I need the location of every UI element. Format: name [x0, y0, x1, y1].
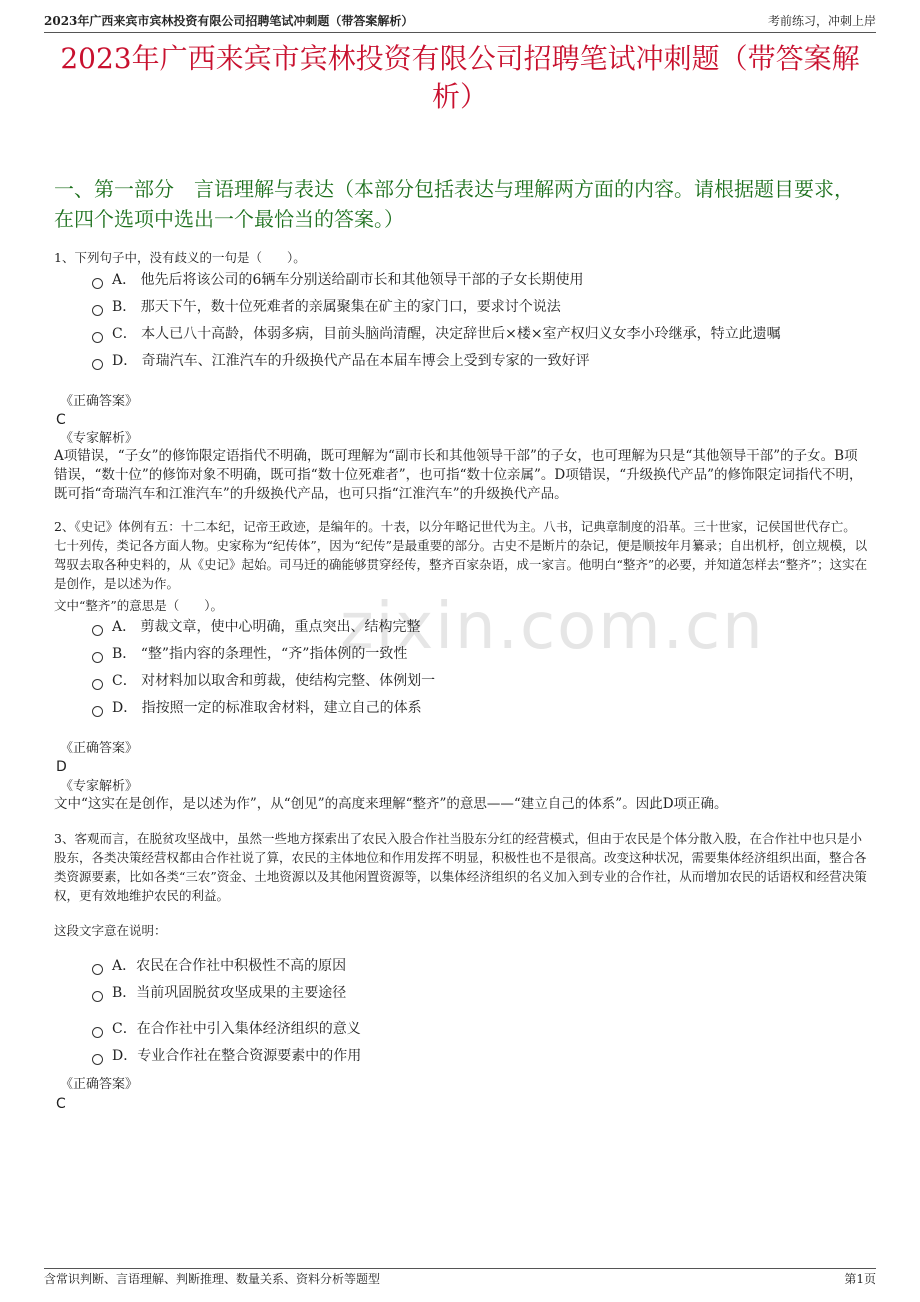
- radio-icon[interactable]: [92, 278, 103, 289]
- option-text: D．专业合作社在整合资源要素中的作用: [112, 1048, 362, 1064]
- page-header: [44, 10, 876, 33]
- q2-analysis: 文中“这实在是创作，是以述为作”，从“创见”的高度来理解“整齐”的意思——“建立自己的体系”。因此D项正确。: [54, 796, 728, 812]
- header-slogan: 考前练习，冲刺上岸: [767, 14, 876, 28]
- radio-icon[interactable]: [92, 964, 103, 975]
- q2-stem: 2、《史记》体例有五：十二本纪，记帝王政迹，是编年的。十表，以分年略记世代为主。八书，记典章制度的沿革。三十世家，记侯国世代存亡。七十列传，类记各方面人物。史家称为“纪传体”，因为“纪传”是最重要的部分。古史不是断片的杂记，便是顺按年月纂录；自出机杼，创立规模，以驾驭去取各种史料的，从《史记》起始。司马迁的确能够贯穿经传，整齐百家杂语，成一家言。他明白“整齐”的必要，并知道怎样去“整齐”；这实在是创作，是以述为作。: [54, 519, 868, 591]
- q1-stem: 1、下列句子中，没有歧义的一句是（ ）。: [54, 250, 306, 265]
- q1-option-a[interactable]: [92, 270, 880, 290]
- q1-option-b[interactable]: [92, 297, 880, 317]
- q2-analysis-label: 《专家解析》: [60, 779, 139, 794]
- option-text: A．农民在合作社中积极性不高的原因: [112, 958, 347, 974]
- option-text: C． 对材料加以取舍和剪裁，使结构完整、体例划一: [112, 673, 436, 689]
- q1-answer-label: 《正确答案》: [60, 394, 139, 409]
- page-number: 第1页: [844, 1272, 876, 1286]
- header-doc-title: 2023年广西来宾市宾林投资有限公司招聘笔试冲刺题（带答案解析）: [44, 14, 414, 28]
- q3-option-c[interactable]: [92, 1019, 880, 1039]
- option-text: B．当前巩固脱贫攻坚成果的主要途径: [112, 985, 347, 1001]
- page-footer: [44, 1268, 876, 1289]
- document-title: 2023年广西来宾市宾林投资有限公司招聘笔试冲刺题（带答案解析）: [60, 42, 860, 113]
- radio-icon[interactable]: [92, 1054, 103, 1065]
- q3-question: 这段文字意在说明：: [54, 923, 167, 938]
- radio-icon[interactable]: [92, 652, 103, 663]
- q2-option-b[interactable]: [92, 644, 880, 664]
- radio-icon[interactable]: [92, 305, 103, 316]
- option-text: D． 奇瑞汽车、江淮汽车的升级换代产品在本届车博会上受到专家的一致好评: [112, 353, 590, 369]
- q3-answer: C: [56, 1096, 66, 1112]
- option-text: C． 本人已八十高龄，体弱多病，目前头脑尚清醒，决定辞世后×楼×室产权归义女李小玲继承，特立此遗嘱: [112, 326, 781, 342]
- q2-answer-label: 《正确答案》: [60, 741, 139, 756]
- q1-analysis-label: 《专家解析》: [60, 431, 139, 446]
- q3-option-d[interactable]: [92, 1046, 880, 1066]
- footer-topics: 含常识判断、言语理解、判断推理、数量关系、资料分析等题型: [44, 1272, 381, 1286]
- radio-icon[interactable]: [92, 991, 103, 1002]
- section-heading: 一、第一部分 言语理解与表达（本部分包括表达与理解两方面的内容。请根据题目要求，在四个选项中选出一个最恰当的答案。）: [54, 177, 854, 231]
- q1-option-c[interactable]: [92, 324, 880, 344]
- q2-option-d[interactable]: [92, 698, 880, 718]
- option-text: A． 他先后将该公司的6辆车分别送给副市长和其他领导干部的子女长期使用: [112, 272, 584, 288]
- radio-icon[interactable]: [92, 625, 103, 636]
- q3-answer-label: 《正确答案》: [60, 1077, 139, 1092]
- radio-icon[interactable]: [92, 706, 103, 717]
- watermark: zixin.com.cn: [340, 590, 765, 664]
- radio-icon[interactable]: [92, 1027, 103, 1038]
- radio-icon[interactable]: [92, 679, 103, 690]
- radio-icon[interactable]: [92, 359, 103, 370]
- q2-question: 文中“整齐”的意思是（ ）。: [54, 598, 224, 613]
- radio-icon[interactable]: [92, 332, 103, 343]
- option-text: D． 指按照一定的标准取舍材料，建立自己的体系: [112, 700, 422, 716]
- q2-answer: D: [56, 759, 67, 775]
- option-text: B． “整”指内容的条理性，“齐”指体例的一致性: [112, 646, 408, 662]
- q1-option-d[interactable]: [92, 351, 880, 371]
- q2-option-c[interactable]: [92, 671, 880, 691]
- q1-answer: C: [56, 412, 66, 428]
- q3-stem: 3、客观而言，在脱贫攻坚战中，虽然一些地方探索出了农民入股合作社当股东分红的经营模式，但由于农民是个体分散入股，在合作社中也只是小股东，各类决策经营权都由合作社说了算，农民的主体地位和作用发挥不明显，积极性也不是很高。改变这种状况，需要集体经济组织出面，整合各类资源要素，比如各类“三农”资金、土地资源以及其他闲置资源等，以集体经济组织的名义加入到专业的合作社，从而增加农民的话语权和经营决策权，更有效地维护农民的利益。: [54, 831, 867, 903]
- option-text: A． 剪裁文章，使中心明确，重点突出、结构完整: [112, 619, 421, 635]
- q3-option-b[interactable]: [92, 983, 880, 1003]
- q2-option-a[interactable]: [92, 617, 880, 637]
- option-text: C．在合作社中引入集体经济组织的意义: [112, 1021, 361, 1037]
- q1-analysis: A项错误，“子女”的修饰限定语指代不明确，既可理解为“副市长和其他领导干部”的子女，也可理解为只是“其他领导干部”的子女。B项错误，“数十位”的修饰对象不明确，既可指“数十位死难者”，也可指“数十位亲属”。D项错误，“升级换代产品”的修饰限定词指代不明，既可指“奇瑞汽车和江淮汽车”的升级换代产品，也可只指“江淮汽车”的升级换代产品。: [54, 448, 863, 502]
- q3-option-a[interactable]: [92, 956, 880, 976]
- option-text: B． 那天下午，数十位死难者的亲属聚集在矿主的家门口，要求讨个说法: [112, 299, 561, 315]
